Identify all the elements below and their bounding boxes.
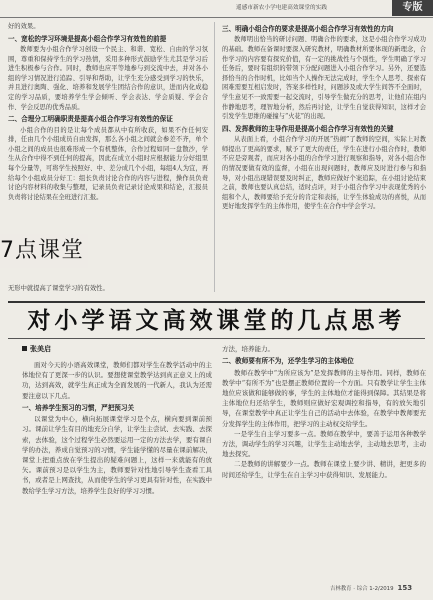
article-paragraph: 二是教师的讲解要少一点。教师在课堂上要少讲、精讲，把更多的时间还给学生，让学生在自主学习中获得知识、发展能力。 (222, 460, 426, 479)
article-paragraph: 面对今天的小语高效课堂，教师们都对学生在教学活动中的主体地位有了更深一步的认识。要想使课堂教学达到真正意义上的成功，达到高效，就学生真正成为全面发展的一代新人，我认为还需要注意以下几点。 (22, 361, 212, 400)
article-title: 对小学语文高效课堂的几点思考 (27, 307, 406, 334)
closing-line: 无形中就提高了课堂学习的有效性。 (8, 285, 109, 292)
article-paragraph: 方法，培养能力。 (222, 345, 274, 353)
section-heading: 二、合理分工明确职责是提高小组合作学习有效性的保证 (8, 115, 173, 124)
column-divider (214, 22, 215, 292)
section-paragraph: 教师明出恰当的研讨问题、明确合作的要求，这是小组合作学习成功的基础。教师在备课时要深入研究教材，明确教材所要体现的新理念，合作学习的内容要有探究价值，有一定的挑战性与个别性，学生明确了学习任务后，要时有组织的带领下分配问题进入小组合作学习。另外，还要选择恰当的合作时机，比如当个人操作无法完成时，学生个人思考、探索有困难需要互相启发时，答案多样性时，问题涉及或大学生间答不全面时，学生意见不一致需要一起交流时，引导学生做充分的思考，让他们在组内作静地思考，理智地分析，然后再讨论，让学生自觉获得知识，这样才会引发学生思维的碰撞与“火花”的出现。 (222, 36, 426, 121)
article-left-column (22, 360, 212, 582)
article-paragraph: 一是学生自主学习要多一点。教师在教学中，要善于运用各种教学方法，调动学生的学习兴趣，让学生主动地去学，主动地去思考，主动地去探究。 (222, 429, 426, 459)
author-byline (22, 344, 51, 354)
section-paragraph: 教师要为小组合作学习创设一个民主、和谐、宽松、自由的学习氛围，尊重和保持学生的学习热情，采用多种形式鼓励学生尤其是学习后进生积极参与合作。同时，教师也应平等地参与到交流中去，并对各小组的学习情况进行追踪、引导和帮助，让学生充分感受到学习的快乐，并且进行奥陶、强化、培养和发展学生团结合作的意识，进而内化成稳定的学习品质，要培养学生学会倾听、学会表达、学会质疑、学会合作、学会反思的优秀品质。 (8, 46, 208, 111)
overlay-caption: 7点课堂 (0, 234, 88, 268)
intro-line: 好的效果。 (8, 23, 40, 30)
running-header: 遥感市新农小学电建高效课堂的实践 (236, 5, 328, 11)
section-heading: 一、宽松的学习环境是提高小组合作学习有效性的前提 (8, 34, 167, 43)
section-heading: 四、发挥教师的主导作用是提高小组合作学习有效性的关键 (222, 124, 394, 133)
page-footer (330, 584, 426, 592)
header-rule (0, 17, 433, 18)
article-paragraph: 教师在教学中“为所应该为”是发挥教师的主导作用。同样，教师在教学中“有所不为”也是摆正教师位置的一个方面。只有教学让学生主体地位应该做和能够做的事，学生的主体地位才能得到保障。其结果是将主体地位归还给学生，教师则应做好宏观调控和指导，有的放矢地引导，在课堂教学中真正让学生自己的活动中去体验，在教学中教师要充分发挥学生的主体作用，把学习的主动权交给学生。 (222, 368, 426, 428)
section-paragraph: 小组合作的目的是让每个成员都从中有所收获，如果不作任何安排，任由几个小组成员自由发挥，那么各小组之间就会参差不齐，单个小组之间的成员也很难形成一个有机整体，合作过程如同一盘散沙，学生从合作中得不到任何的提高，因此在成立小组时应根据能力分好组里每个分量等，可将学生按照好、中、差分成几个小组，每组4人为宜，再给每个小组成员分好工：组长负责讨论合作的内容与进程，操作员负责讨论内容材料的收集与整理，记录员负责记录讨论成果和结论，汇报员负责将讨论结果在全班进行汇报。 (8, 126, 208, 201)
section-heading: 三、明确小组合作的要求是提高小组合作学习有效性的方向 (222, 25, 394, 33)
author-name: 张美启 (30, 345, 51, 353)
section-tag: 专版 (392, 0, 433, 16)
article-top-rule (8, 301, 425, 303)
journal-name: 吉林教育 · 综合 1-2/2019 (330, 586, 394, 592)
page-number: 153 (397, 584, 413, 592)
article-heading: 一、培养学生预习的习惯，严把预习关 (22, 403, 135, 412)
article-title-rule (8, 338, 425, 339)
article-right-column (222, 344, 426, 582)
byline-square-icon (22, 346, 27, 351)
right-column (222, 22, 426, 300)
section-paragraph: 从表面上看，小组合作学习的开展“热闹”了教师的空间，实际上对教师提出了更高的要求，赋予了更大的责任，学生在进行小组合作时，教师不应是旁观者，而应对各小组的合作学习进行观察和指导，对各小组合作的情况要做有效的监督，小组在出现问题时，教师应及时进行参与和指导，对小组出现错误要及时纠正，教师应做好个案追踪，在小组讨论结束之前，教师也要认真总结，适时点评，对于小组合作学习中表现优秀的小组和个人，教师要给予充分的肯定和表扬，让学生体验成功的喜悦，从而更好地发挥学生的主体作用，使学生在合作中学会学习。 (222, 136, 426, 211)
article-heading: 二、教师要有所不为，还学生学习的主体地位 (222, 357, 354, 366)
article-paragraph: 以课堂为中心，横向拓展课堂学习是个点，横向要到课前预习。课前让学生有目的地充分自学，让学生主尝试、去实践、去探索，去体验，这个过程学生必然要运用一定的方法去学，要有课自学的办法，养成自觉预习的习惯，学生能学懂的尽量在课前解决，课堂上把重点放在学生提出的疑难问题上，这样一来就能有的放矢。课前预习是以学生为主，教师要针对性地引导学生查看工具书，或者是上网查找，从而使学生的学习更具有针对性，在实践中教给学生学习方法，培养学生良好的学习习惯。 (22, 415, 212, 495)
